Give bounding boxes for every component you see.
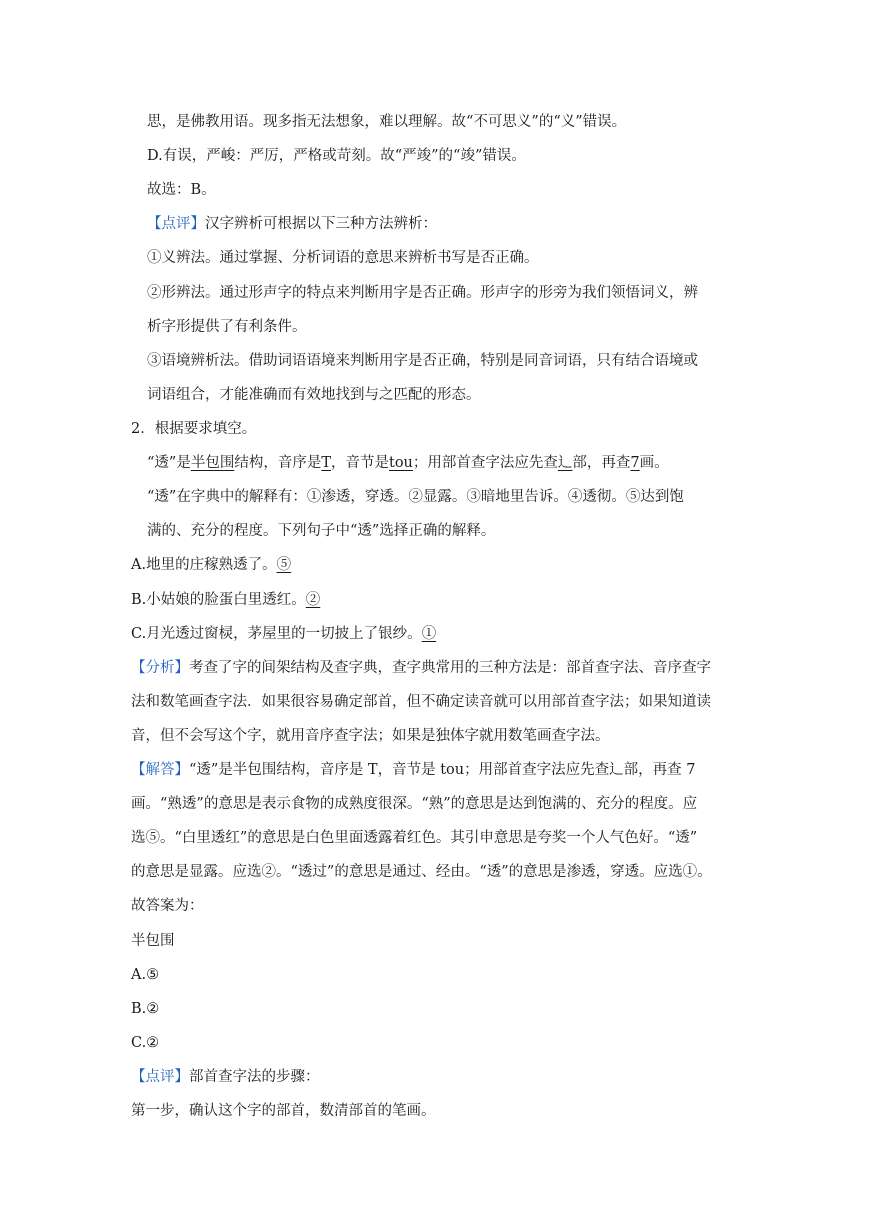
text-line: A.⑤ bbox=[131, 967, 160, 983]
fill-text: 结构，音序是 bbox=[234, 455, 322, 471]
text-line: ①义辨法。通过掌握、分析词语的意思来辨析书写是否正确。 bbox=[147, 250, 539, 266]
text-line: ③语境辨析法。借助词语语境来判断用字是否正确，特别是同音词语，只有结合语境或 bbox=[147, 353, 698, 369]
text-line: 画。“熟透”的意思是表示食物的成熟度很深。“熟”的意思是达到饱满的、充分的程度。应 bbox=[131, 796, 698, 812]
text-line: 音，但不会写这个字，就用音序查字法；如果是独体字就用数笔画查字法。 bbox=[131, 728, 610, 744]
analysis-text: 考查了字的间架结构及查字典，查字典常用的三种方法是：部首查字法、音序查字 bbox=[189, 660, 711, 676]
review-line bbox=[131, 1067, 320, 1087]
option-text: C.月光透过窗棂，茅屋里的一切披上了银纱。 bbox=[131, 626, 422, 642]
text-line: 半包围 bbox=[131, 933, 175, 949]
text-line: 故选：B。 bbox=[147, 182, 216, 198]
text-line: 满的、充分的程度。下列句子中“透”选择正确的解释。 bbox=[147, 523, 496, 539]
fill-text: “透”是 bbox=[147, 455, 191, 471]
fill-answer: T bbox=[321, 455, 331, 471]
review-text: 部首查字法的步骤： bbox=[189, 1069, 320, 1085]
review-line bbox=[147, 214, 437, 234]
text-line: 思，是佛教用语。现多指无法想象，难以理解。故“不可思义”的“义”错误。 bbox=[147, 114, 627, 130]
fill-answer: 7 bbox=[630, 455, 640, 471]
fill-text: 画。 bbox=[639, 455, 669, 471]
option-a bbox=[131, 555, 291, 575]
fill-answer: 辶 bbox=[557, 455, 573, 471]
question-fill-line bbox=[147, 453, 669, 473]
text-line: 第一步，确认这个字的部首，数清部首的笔画。 bbox=[131, 1103, 436, 1119]
text-line: 词语组合，才能准确而有效地找到与之匹配的形态。 bbox=[147, 387, 481, 403]
text-line: 选⑤。“白里透红”的意思是白色里面透露着红色。其引申意思是夸奖一个人气色好。“透” bbox=[131, 830, 698, 846]
option-text: A.地里的庄稼熟透了。 bbox=[131, 557, 277, 573]
text-line: C.② bbox=[131, 1035, 160, 1051]
fill-text: ；用部首查字法应先查 bbox=[412, 455, 558, 471]
fill-text: 部，再查 bbox=[572, 455, 631, 471]
option-answer: ② bbox=[305, 592, 321, 608]
question-title: 2．根据要求填空。 bbox=[131, 421, 257, 437]
text-line: “透”在字典中的解释有：①渗透，穿透。②显露。③暗地里告诉。④透彻。⑤达到饱 bbox=[147, 489, 684, 505]
review-tag: 【点评】 bbox=[147, 216, 205, 232]
answer-line bbox=[131, 760, 695, 780]
fill-answer: tou bbox=[389, 455, 413, 471]
fill-answer: 半包围 bbox=[190, 455, 235, 471]
text-line: ②形辨法。通过形声字的特点来判断用字是否正确。形声字的形旁为我们领悟词义，辨 bbox=[147, 285, 698, 301]
analysis-tag: 【分析】 bbox=[131, 660, 189, 676]
review-text: 汉字辨析可根据以下三种方法辨析： bbox=[205, 216, 437, 232]
option-answer: ⑤ bbox=[276, 557, 292, 573]
text-line: 故答案为： bbox=[131, 898, 204, 914]
text-line: 析字形提供了有利条件。 bbox=[147, 319, 307, 335]
option-c bbox=[131, 624, 436, 644]
option-answer: ① bbox=[421, 626, 437, 642]
text-line: 法和数笔画查字法．如果很容易确定部首，但不确定读音就可以用部首查字法；如果知道读 bbox=[131, 694, 711, 710]
fill-text: ，音节是 bbox=[331, 455, 389, 471]
answer-text: “透”是半包围结构，音序是 T，音节是 tou；用部首查字法应先查辶部，再查 7 bbox=[189, 762, 696, 778]
text-line: D.有误，严峻：严厉，严格或苛刻。故“严竣”的“竣”错误。 bbox=[147, 148, 526, 164]
analysis-line bbox=[131, 658, 711, 678]
review-tag: 【点评】 bbox=[131, 1069, 189, 1085]
option-b bbox=[131, 590, 320, 610]
text-line: 的意思是显露。应选②。“透过”的意思是通过、经由。“透”的意思是渗透，穿透。应选①。 bbox=[131, 864, 712, 880]
text-line: B.② bbox=[131, 1001, 160, 1017]
option-text: B.小姑娘的脸蛋白里透红。 bbox=[131, 592, 306, 608]
answer-tag: 【解答】 bbox=[131, 762, 189, 778]
